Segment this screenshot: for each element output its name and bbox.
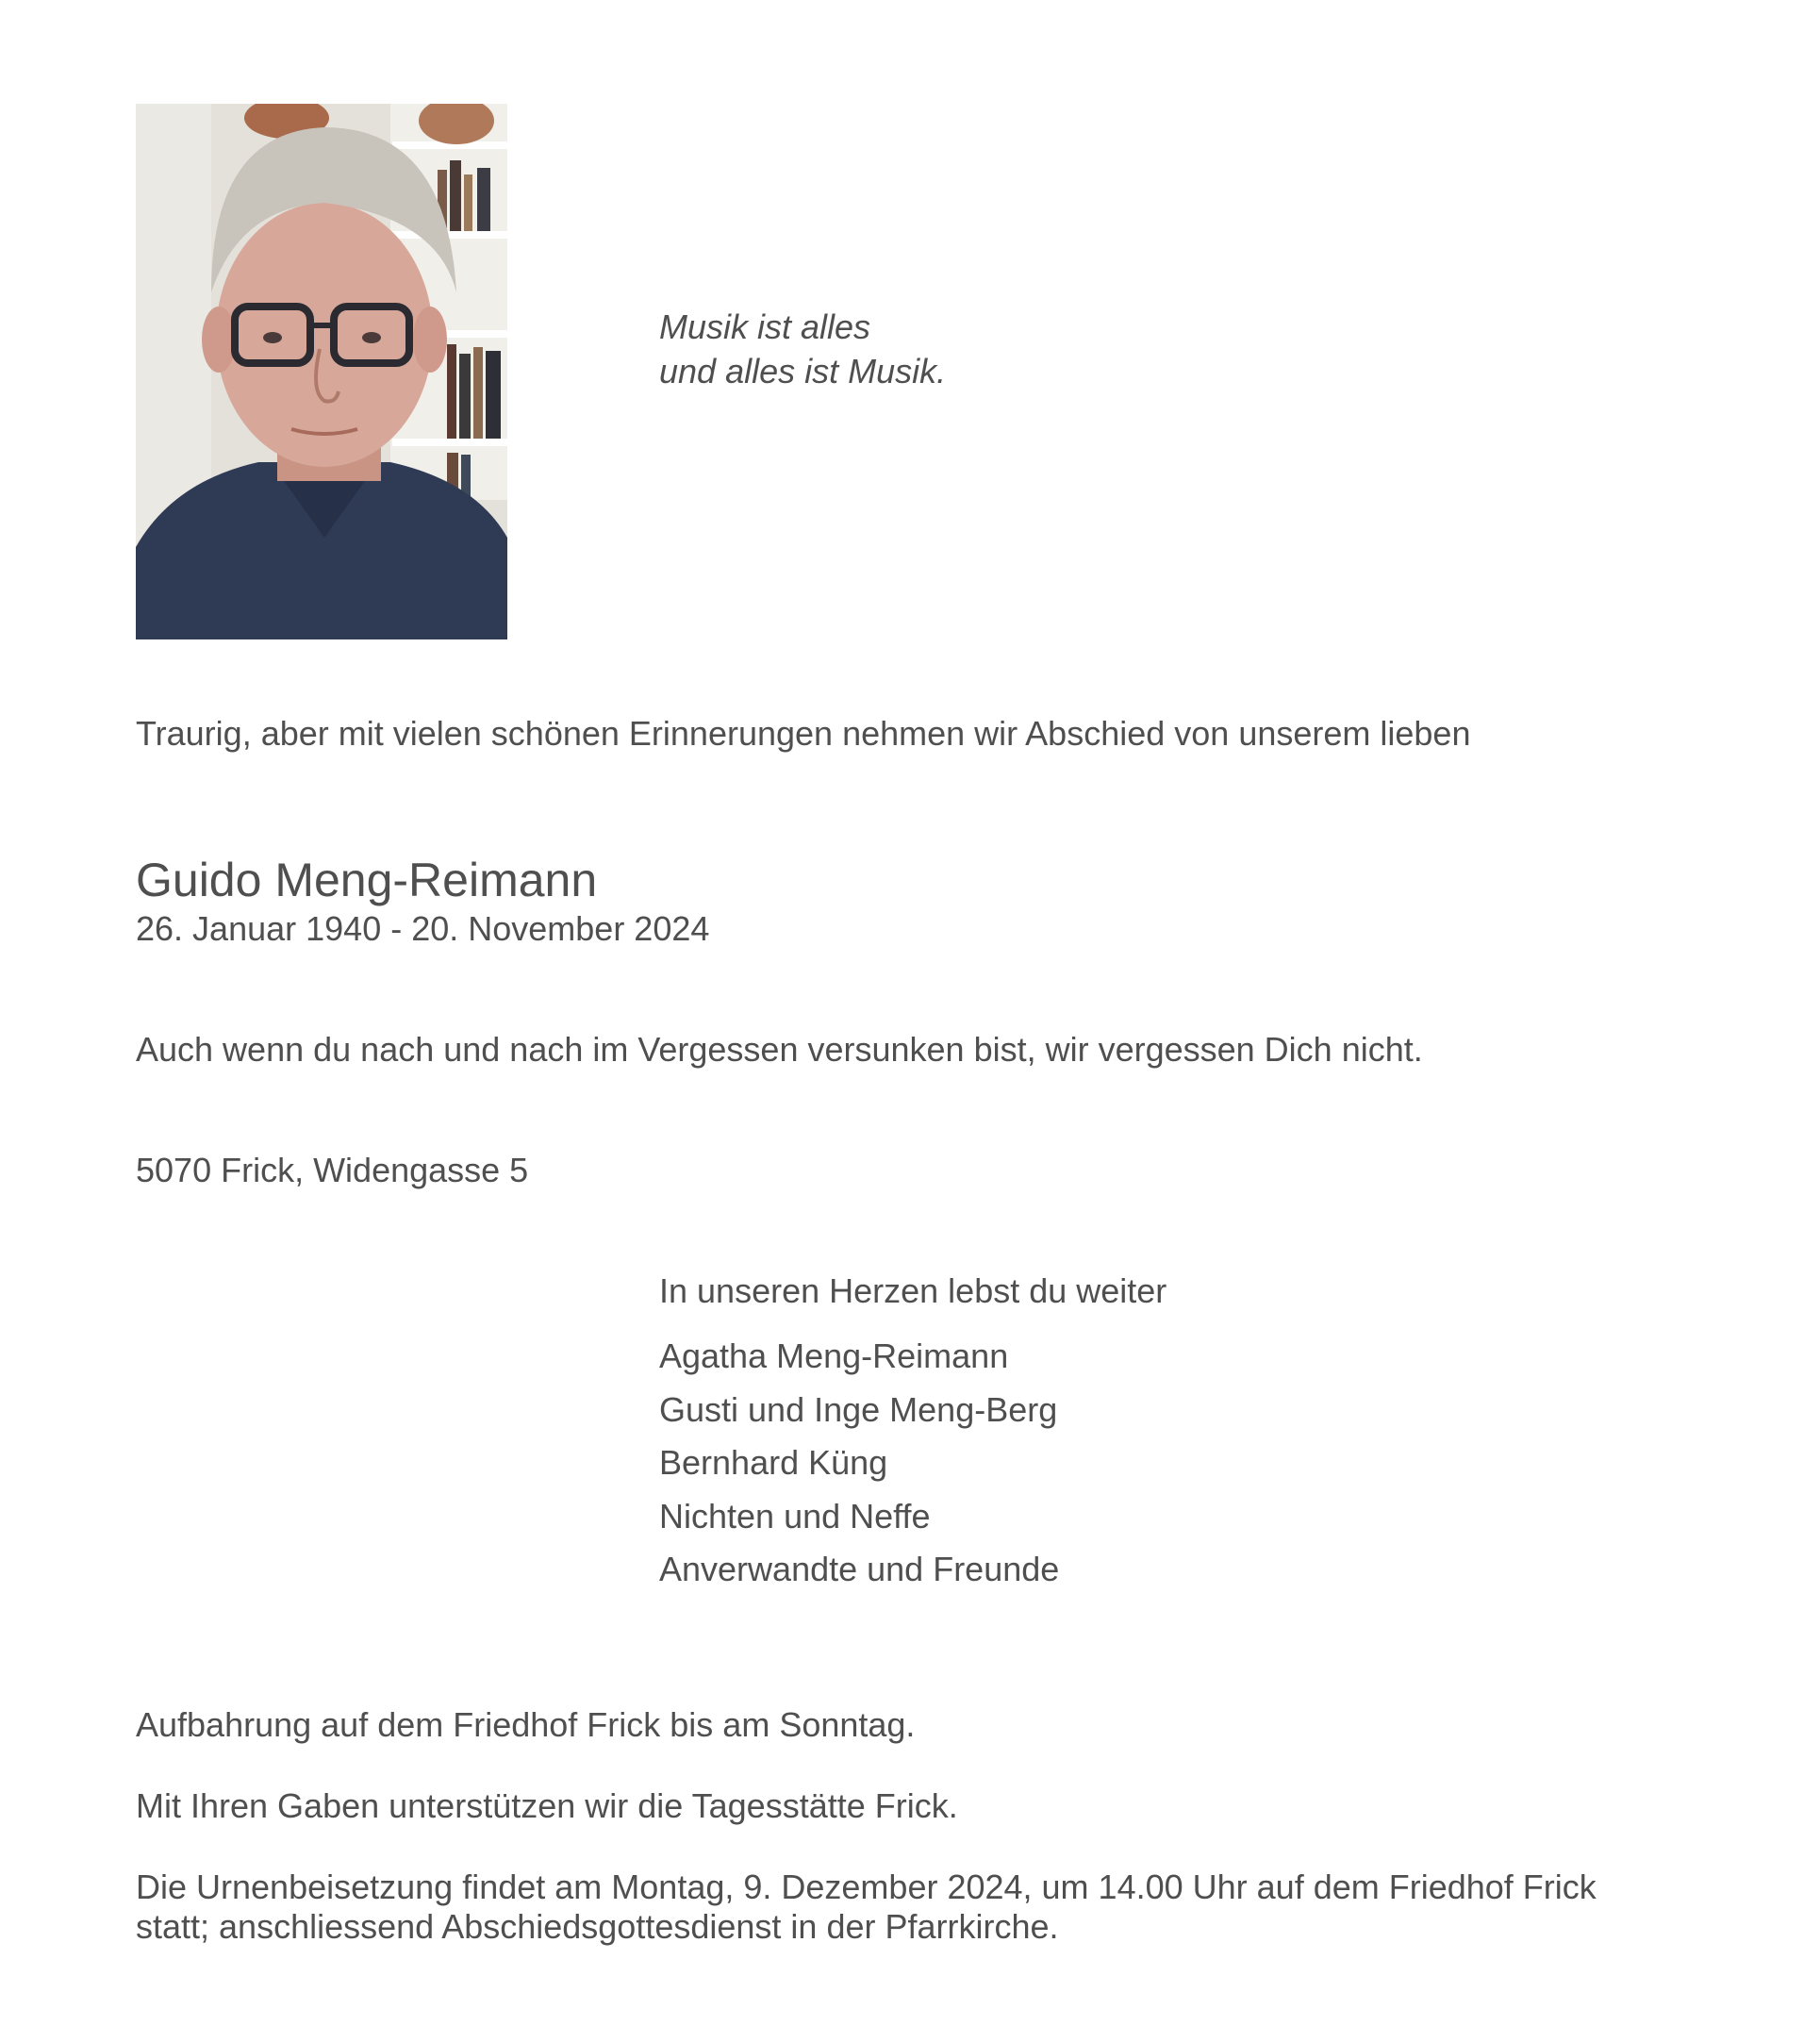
burial-notice-line-1: Die Urnenbeisetzung findet am Montag, 9. Dezember 2024, um 14.00 Uhr auf dem Friedhof Frick	[136, 1868, 1597, 1906]
quote-line-1: Musik ist alles	[659, 307, 871, 346]
quote-line-2: und alles ist Musik.	[659, 352, 947, 390]
quote	[659, 305, 946, 393]
mourners-block	[659, 1270, 1166, 1597]
intro-text: Traurig, aber mit vielen schönen Erinnerungen nehmen wir Abschied von unserem lieben	[136, 714, 1471, 753]
mourners-list	[659, 1330, 1166, 1597]
portrait-photo	[136, 104, 507, 639]
mourner-name: Nichten und Neffe	[659, 1496, 931, 1536]
burial-notice	[136, 1868, 1597, 1947]
address: 5070 Frick, Widengasse 5	[136, 1151, 529, 1189]
mourner-name: Agatha Meng-Reimann	[659, 1336, 1009, 1375]
mourner-name: Gusti und Inge Meng-Berg	[659, 1389, 1058, 1429]
memory-line: Auch wenn du nach und nach im Vergessen versunken bist, wir vergessen Dich nicht.	[136, 1030, 1423, 1069]
portrait-image	[136, 104, 507, 639]
donation-notice: Mit Ihren Gaben unterstützen wir die Tagesstätte Frick.	[136, 1786, 958, 1825]
life-dates: 26. Januar 1940 - 20. November 2024	[136, 909, 710, 948]
deceased-name: Guido Meng-Reimann	[136, 854, 598, 906]
mourner-name: Bernhard Küng	[659, 1443, 888, 1482]
mourner-name: Anverwandte und Freunde	[659, 1550, 1060, 1588]
burial-notice-line-2: statt; anschliessend Abschiedsgottesdienst in der Pfarrkirche.	[136, 1907, 1059, 1946]
mourners-heading: In unseren Herzen lebst du weiter	[659, 1271, 1167, 1310]
viewing-notice: Aufbahrung auf dem Friedhof Frick bis am Sonntag.	[136, 1705, 916, 1744]
